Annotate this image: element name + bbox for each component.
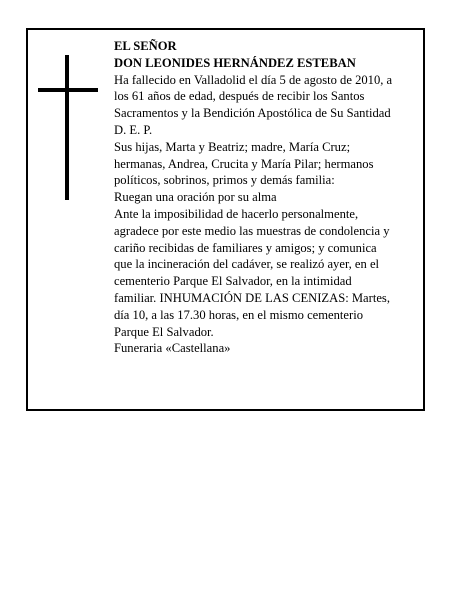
notice-text bbox=[114, 38, 420, 357]
notice-paragraph-funeral-home: Funeraria «Castellana» bbox=[114, 341, 231, 356]
cross-horizontal-bar bbox=[38, 88, 98, 92]
notice-paragraph-gratitude: Ante la imposibilidad de hacerlo personalmente, agradece por este medio las muestras de condolencia y cariño recibidas de familiares y amigos; y comunica que la incineración del cadáver, se realizó ayer, en el cementerio Parque El Salvador, en la intimidad familiar. INHUMACIÓN DE LAS CENIZAS: Martes, día 10, a las 17.30 horas, en el mismo cementerio Parque El Salvador. bbox=[114, 206, 390, 339]
notice-paragraph-prayer: Ruegan una oración por su alma bbox=[114, 190, 277, 205]
cross-vertical-bar bbox=[65, 55, 69, 200]
obituary-notice bbox=[26, 28, 425, 411]
notice-paragraph-death-announcement: Ha fallecido en Valladolid el día 5 de agosto de 2010, a los 61 años de edad, después de recibir los Santos Sacramentos y la Bendición Apostólica de Su Santidad D. E. P. bbox=[114, 72, 393, 137]
notice-title-line-2: DON LEONIDES HERNÁNDEZ ESTEBAN bbox=[114, 55, 356, 70]
notice-paragraph-family: Sus hijas, Marta y Beatriz; madre, María Cruz; hermanas, Andrea, Crucita y María Pilar; hermanos políticos, sobrinos, primos y demás familia: bbox=[114, 139, 374, 188]
cross-icon bbox=[38, 55, 98, 200]
notice-title-line-1: EL SEÑOR bbox=[114, 39, 177, 53]
